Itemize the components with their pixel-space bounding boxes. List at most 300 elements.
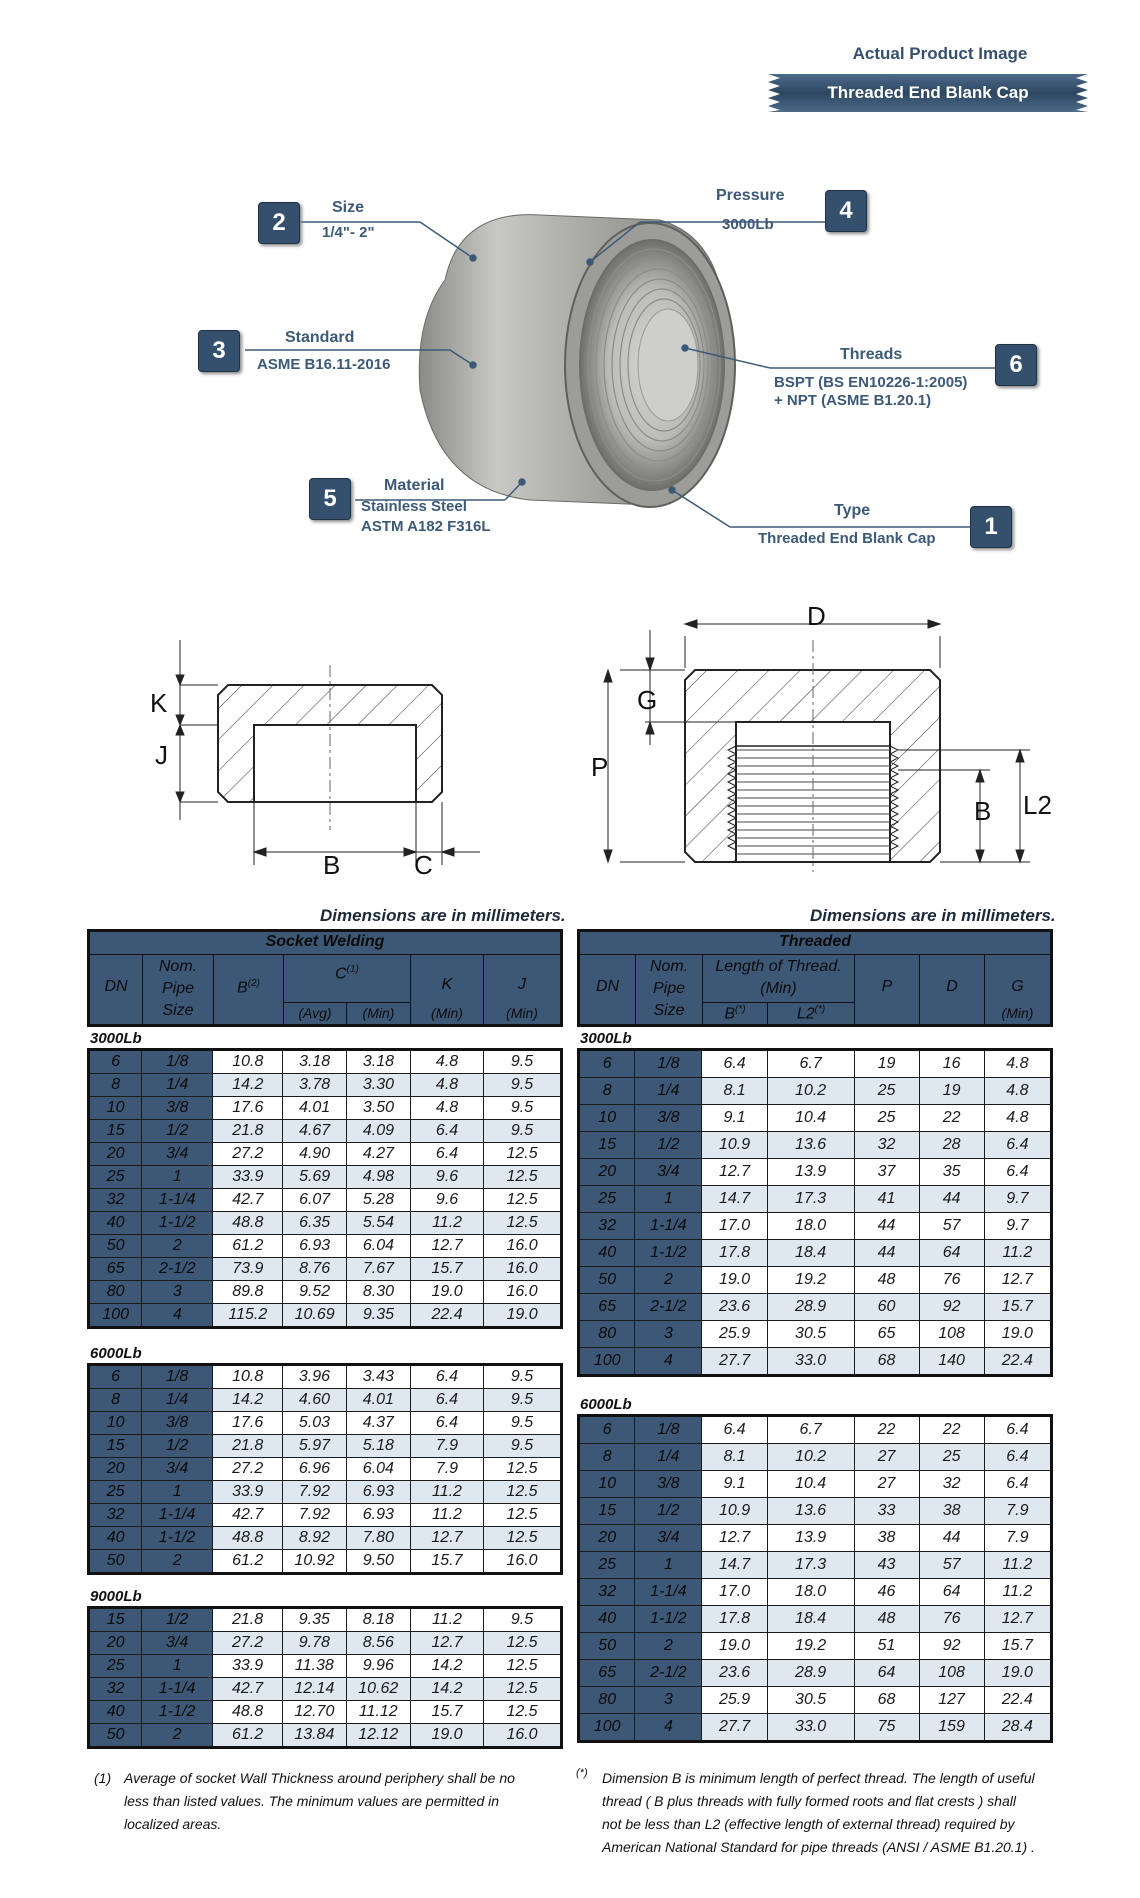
table-cell: 5.69 xyxy=(283,1166,346,1189)
table-row xyxy=(89,1281,562,1304)
table-cell: 22.4 xyxy=(984,1687,1051,1714)
table-cell: 1-1/2 xyxy=(635,1606,702,1633)
table-cell: 64 xyxy=(854,1660,919,1687)
table-cell: 37 xyxy=(854,1159,919,1186)
callout-label-threads: Threads xyxy=(840,346,903,363)
table-cell: 10.2 xyxy=(767,1078,854,1105)
table-cell: 6.04 xyxy=(346,1458,410,1481)
table-cell: 1-1/2 xyxy=(142,1527,213,1550)
socket-table-9000 xyxy=(87,1606,563,1749)
table-cell: 7.92 xyxy=(283,1481,346,1504)
table-cell: 4.09 xyxy=(346,1120,410,1143)
table-cell: 19.0 xyxy=(411,1281,484,1304)
drawing-label-b2: B xyxy=(974,796,992,826)
socket-col-b-label: B xyxy=(237,979,248,997)
table-cell: 20 xyxy=(89,1143,142,1166)
table-cell: 1-1/4 xyxy=(142,1678,213,1701)
table-cell: 32 xyxy=(919,1471,984,1498)
table-cell: 19.2 xyxy=(767,1267,854,1294)
table-cell: 1/8 xyxy=(142,1365,213,1389)
threaded-col-length: Length of Thread. xyxy=(715,958,842,975)
table-cell: 4.60 xyxy=(283,1389,346,1412)
callout-label-type: Type xyxy=(834,502,871,519)
socket-col-b xyxy=(214,978,283,997)
table-cell: 21.8 xyxy=(213,1435,283,1458)
table-cell: 9.6 xyxy=(411,1189,484,1212)
table-cell: 9.5 xyxy=(484,1608,562,1632)
table-cell: 12.5 xyxy=(484,1655,562,1678)
table-cell: 44 xyxy=(854,1240,919,1267)
table-cell: 11.2 xyxy=(411,1608,484,1632)
table-cell: 19 xyxy=(919,1078,984,1105)
table-cell: 15 xyxy=(579,1498,635,1525)
table-cell: 6.4 xyxy=(984,1416,1051,1444)
socket-col-nps-3: Size xyxy=(162,1002,194,1019)
table-cell: 35 xyxy=(919,1159,984,1186)
table-cell: 20 xyxy=(579,1525,635,1552)
table-cell: 13.9 xyxy=(767,1159,854,1186)
threaded-table-3000 xyxy=(577,1048,1053,1377)
table-cell: 115.2 xyxy=(213,1304,283,1328)
table-cell: 9.5 xyxy=(483,1389,561,1412)
table-row xyxy=(89,1412,562,1435)
table-cell: 4.8 xyxy=(411,1097,484,1120)
threaded-col-length-min: (Min) xyxy=(760,980,797,997)
table-row xyxy=(579,1105,1052,1132)
threaded-col-nps-3: Size xyxy=(653,1002,685,1019)
socket-col-c xyxy=(284,964,410,983)
drawing-label-c: C xyxy=(414,850,433,880)
table-cell: 57 xyxy=(919,1552,984,1579)
table-cell: 108 xyxy=(919,1660,984,1687)
threaded-col-nps-1: Nom. xyxy=(649,958,689,975)
table-cell: 11.2 xyxy=(984,1552,1051,1579)
table-cell: 8 xyxy=(89,1389,142,1412)
table-cell: 16.0 xyxy=(484,1258,562,1281)
table-cell: 89.8 xyxy=(213,1281,283,1304)
table-cell: 40 xyxy=(579,1240,635,1267)
table-cell: 7.9 xyxy=(984,1525,1051,1552)
threaded-col-b-sup: (*) xyxy=(735,1004,746,1015)
table-row xyxy=(579,1159,1052,1186)
table-cell: 22.4 xyxy=(411,1304,484,1328)
table-row xyxy=(579,1660,1052,1687)
table-cell: 15 xyxy=(89,1435,142,1458)
table-cell: 6.7 xyxy=(767,1050,854,1078)
table-cell: 9.7 xyxy=(984,1186,1051,1213)
table-row xyxy=(89,1458,562,1481)
table-cell: 12.5 xyxy=(484,1678,562,1701)
table-cell: 1-1/4 xyxy=(142,1189,213,1212)
table-cell: 65 xyxy=(579,1660,635,1687)
table-cell: 1 xyxy=(142,1166,213,1189)
table-cell: 33.9 xyxy=(213,1166,283,1189)
threaded-table-header xyxy=(577,929,1053,1027)
table-row xyxy=(579,1416,1052,1444)
table-cell: 44 xyxy=(919,1186,984,1213)
table-cell: 23.6 xyxy=(702,1294,767,1321)
socket-col-b-sup: (2) xyxy=(247,978,260,989)
table-cell: 1-1/4 xyxy=(142,1504,213,1527)
table-cell: 3.78 xyxy=(283,1074,346,1097)
table-cell: 1/2 xyxy=(635,1132,702,1159)
table-cell: 42.7 xyxy=(213,1189,283,1212)
socket-col-j: J xyxy=(518,976,526,993)
table-cell: 40 xyxy=(89,1527,142,1550)
drawing-label-j: J xyxy=(155,740,168,770)
table-cell: 27.7 xyxy=(702,1348,767,1376)
table-cell: 14.2 xyxy=(411,1678,484,1701)
table-cell: 25 xyxy=(89,1655,142,1678)
table-cell: 27.2 xyxy=(213,1458,283,1481)
table-cell: 18.4 xyxy=(767,1606,854,1633)
threaded-table-6000 xyxy=(577,1414,1053,1743)
table-cell: 12.5 xyxy=(484,1212,562,1235)
table-cell: 9.5 xyxy=(484,1120,562,1143)
table-cell: 10.9 xyxy=(702,1498,767,1525)
table-row xyxy=(579,1321,1052,1348)
table-cell: 43 xyxy=(854,1552,919,1579)
table-cell: 28.4 xyxy=(984,1714,1051,1742)
threaded-col-p: P xyxy=(881,978,893,995)
table-cell: 12.12 xyxy=(346,1724,410,1748)
table-cell: 12.5 xyxy=(484,1166,562,1189)
table-cell: 61.2 xyxy=(213,1235,283,1258)
table-cell: 3 xyxy=(142,1281,213,1304)
table-cell: 15.7 xyxy=(410,1550,483,1574)
table-row xyxy=(89,1701,562,1724)
drawing-label-l2: L2 xyxy=(1023,790,1052,820)
table-cell: 25 xyxy=(579,1186,635,1213)
table-cell: 5.18 xyxy=(346,1435,410,1458)
table-cell: 25.9 xyxy=(702,1321,767,1348)
table-cell: 100 xyxy=(89,1304,142,1328)
table-cell: 16.0 xyxy=(484,1281,562,1304)
table-row xyxy=(89,1120,562,1143)
table-cell: 15 xyxy=(89,1608,142,1632)
table-cell: 18.4 xyxy=(767,1240,854,1267)
socket-table-6000 xyxy=(87,1363,563,1575)
table-cell: 25 xyxy=(579,1552,635,1579)
socket-col-c-sup: (1) xyxy=(346,964,359,975)
table-cell: 8.92 xyxy=(283,1527,346,1550)
table-cell: 50 xyxy=(579,1633,635,1660)
table-cell: 17.8 xyxy=(702,1240,767,1267)
table-cell: 6 xyxy=(579,1050,635,1078)
table-cell: 6.4 xyxy=(410,1389,483,1412)
table-cell: 50 xyxy=(89,1550,142,1574)
table-cell: 4.98 xyxy=(346,1166,410,1189)
table-cell: 32 xyxy=(579,1579,635,1606)
callout-label-size: Size xyxy=(332,199,365,216)
table-cell: 12.7 xyxy=(702,1159,767,1186)
table-cell: 25 xyxy=(854,1078,919,1105)
table-cell: 12.5 xyxy=(484,1189,562,1212)
callout-value-threads-2: + NPT (ASME B1.20.1) xyxy=(774,392,932,409)
table-cell: 13.9 xyxy=(767,1525,854,1552)
table-cell: 7.80 xyxy=(346,1527,410,1550)
table-cell: 64 xyxy=(919,1240,984,1267)
table-cell: 80 xyxy=(579,1321,635,1348)
table-cell: 2 xyxy=(142,1235,213,1258)
table-cell: 3/4 xyxy=(142,1458,213,1481)
table-cell: 12.7 xyxy=(984,1606,1051,1633)
table-cell: 6.93 xyxy=(283,1235,346,1258)
table-cell: 9.5 xyxy=(484,1074,562,1097)
table-cell: 6.4 xyxy=(410,1412,483,1435)
table-cell: 13.6 xyxy=(767,1498,854,1525)
table-cell: 9.5 xyxy=(483,1412,561,1435)
header-ribbon-text: Threaded End Blank Cap xyxy=(827,83,1029,102)
table-cell: 65 xyxy=(579,1294,635,1321)
threaded-footnote-line-3: not be less than L2 (effective length of external thread) required by xyxy=(602,1816,1015,1832)
table-cell: 73.9 xyxy=(213,1258,283,1281)
table-cell: 33.9 xyxy=(213,1655,283,1678)
table-cell: 2-1/2 xyxy=(142,1258,213,1281)
table-cell: 6 xyxy=(579,1416,635,1444)
table-cell: 17.3 xyxy=(767,1186,854,1213)
table-cell: 27 xyxy=(854,1471,919,1498)
table-cell: 4.8 xyxy=(984,1078,1051,1105)
table-cell: 65 xyxy=(854,1321,919,1348)
socket-footnote-line-2: less than listed values. The minimum values are permitted in xyxy=(124,1793,500,1809)
table-cell: 32 xyxy=(854,1132,919,1159)
table-cell: 32 xyxy=(89,1504,142,1527)
table-cell: 10 xyxy=(89,1412,142,1435)
socket-col-c-min: (Min) xyxy=(362,1005,395,1021)
table-cell: 30.5 xyxy=(767,1687,854,1714)
table-cell: 10.69 xyxy=(283,1304,346,1328)
table-cell: 6 xyxy=(89,1365,142,1389)
table-cell: 1/2 xyxy=(142,1120,213,1143)
table-cell: 4.01 xyxy=(283,1097,346,1120)
callout-badge-1: 1 xyxy=(970,506,1012,548)
table-cell: 10 xyxy=(579,1105,635,1132)
table-cell: 4.37 xyxy=(346,1412,410,1435)
table-cell: 4.8 xyxy=(984,1050,1051,1078)
table-cell: 5.97 xyxy=(283,1435,346,1458)
table-row xyxy=(89,1304,562,1328)
table-cell: 1 xyxy=(635,1552,702,1579)
table-cell: 61.2 xyxy=(213,1724,283,1748)
table-cell: 48.8 xyxy=(213,1527,283,1550)
table-row xyxy=(89,1189,562,1212)
table-cell: 3.50 xyxy=(346,1097,410,1120)
table-cell: 6.4 xyxy=(984,1471,1051,1498)
table-cell: 1 xyxy=(635,1186,702,1213)
table-cell: 20 xyxy=(579,1159,635,1186)
socket-col-c-avg: (Avg) xyxy=(298,1005,332,1021)
table-row xyxy=(579,1050,1052,1078)
table-cell: 33 xyxy=(854,1498,919,1525)
table-cell: 44 xyxy=(919,1525,984,1552)
table-cell: 25 xyxy=(854,1105,919,1132)
table-cell: 14.2 xyxy=(213,1389,283,1412)
table-cell: 20 xyxy=(89,1632,142,1655)
table-cell: 9.78 xyxy=(283,1632,346,1655)
table-cell: 19.2 xyxy=(767,1633,854,1660)
table-cell: 1-1/4 xyxy=(635,1579,702,1606)
table-cell: 8.18 xyxy=(346,1608,410,1632)
table-cell: 9.7 xyxy=(984,1213,1051,1240)
table-cell: 12.7 xyxy=(411,1632,484,1655)
table-row xyxy=(89,1365,562,1389)
table-cell: 27.7 xyxy=(702,1714,767,1742)
table-cell: 140 xyxy=(919,1348,984,1376)
table-row xyxy=(579,1294,1052,1321)
table-cell: 2 xyxy=(635,1267,702,1294)
table-cell: 21.8 xyxy=(213,1120,283,1143)
table-cell: 12.7 xyxy=(410,1527,483,1550)
socket-col-k-sub: (Min) xyxy=(431,1005,463,1021)
table-cell: 10.62 xyxy=(346,1678,410,1701)
table-cell: 7.9 xyxy=(410,1458,483,1481)
table-cell: 15.7 xyxy=(411,1258,484,1281)
table-cell: 12.70 xyxy=(283,1701,346,1724)
units-note-left: Dimensions are in millimeters. xyxy=(320,906,566,925)
table-cell: 1/2 xyxy=(142,1435,213,1458)
table-cell: 12.5 xyxy=(484,1632,562,1655)
table-row xyxy=(579,1186,1052,1213)
table-cell: 1-1/4 xyxy=(635,1213,702,1240)
table-row xyxy=(89,1550,562,1574)
table-cell: 9.1 xyxy=(702,1105,767,1132)
table-cell: 80 xyxy=(89,1281,142,1304)
table-cell: 1/8 xyxy=(635,1416,702,1444)
table-cell: 15.7 xyxy=(984,1294,1051,1321)
table-row xyxy=(89,1655,562,1678)
table-cell: 11.38 xyxy=(283,1655,346,1678)
table-row xyxy=(579,1348,1052,1376)
table-cell: 44 xyxy=(854,1213,919,1240)
table-cell: 6.04 xyxy=(346,1235,410,1258)
table-row xyxy=(579,1552,1052,1579)
table-cell: 6.4 xyxy=(411,1120,484,1143)
callout-value-type: Threaded End Blank Cap xyxy=(758,530,936,547)
drawing-label-d: D xyxy=(807,601,826,631)
table-cell: 10.8 xyxy=(213,1050,283,1074)
table-cell: 28 xyxy=(919,1132,984,1159)
table-cell: 57 xyxy=(919,1213,984,1240)
threaded-footnote-mark: (*) xyxy=(576,1767,588,1779)
table-cell: 16.0 xyxy=(484,1724,562,1748)
callout-value-material-1: Stainless Steel xyxy=(361,498,467,515)
table-row xyxy=(89,1389,562,1412)
table-cell: 19.0 xyxy=(984,1660,1051,1687)
table-cell: 1/2 xyxy=(635,1498,702,1525)
table-cell: 60 xyxy=(854,1294,919,1321)
threaded-drawing xyxy=(590,600,1050,880)
socket-weld-drawing xyxy=(140,600,500,890)
table-cell: 10.2 xyxy=(767,1444,854,1471)
table-cell: 11.2 xyxy=(984,1579,1051,1606)
table-cell: 6.4 xyxy=(411,1143,484,1166)
table-cell: 33.0 xyxy=(767,1714,854,1742)
table-cell: 75 xyxy=(854,1714,919,1742)
table-cell: 32 xyxy=(579,1213,635,1240)
table-row xyxy=(89,1678,562,1701)
table-cell: 14.2 xyxy=(411,1655,484,1678)
socket-col-j-sub: (Min) xyxy=(506,1005,538,1021)
table-cell: 9.96 xyxy=(346,1655,410,1678)
table-cell: 27.2 xyxy=(213,1632,283,1655)
table-cell: 17.0 xyxy=(702,1579,767,1606)
table-cell: 12.5 xyxy=(483,1504,561,1527)
table-cell: 64 xyxy=(919,1579,984,1606)
callout-badge-3: 3 xyxy=(198,330,240,372)
drawing-label-k: K xyxy=(150,688,168,718)
table-cell: 3/8 xyxy=(635,1471,702,1498)
table-cell: 108 xyxy=(919,1321,984,1348)
table-cell: 4.90 xyxy=(283,1143,346,1166)
table-cell: 10 xyxy=(89,1097,142,1120)
table-cell: 9.52 xyxy=(283,1281,346,1304)
threaded-section-3000: 3000Lb xyxy=(580,1030,632,1047)
socket-col-c-label: C xyxy=(335,965,347,983)
table-cell: 10.4 xyxy=(767,1471,854,1498)
table-cell: 6.35 xyxy=(283,1212,346,1235)
table-cell: 1 xyxy=(142,1481,213,1504)
callout-value-pressure: 3000Lb xyxy=(722,216,774,233)
table-cell: 4 xyxy=(635,1714,702,1742)
table-row xyxy=(579,1714,1052,1742)
table-cell: 3/8 xyxy=(142,1097,213,1120)
table-cell: 2-1/2 xyxy=(635,1294,702,1321)
table-cell: 42.7 xyxy=(213,1504,283,1527)
table-cell: 5.28 xyxy=(346,1189,410,1212)
table-cell: 1/8 xyxy=(635,1050,702,1078)
table-cell: 1-1/2 xyxy=(142,1701,213,1724)
table-cell: 33.0 xyxy=(767,1348,854,1376)
table-cell: 19.0 xyxy=(702,1633,767,1660)
drawing-label-g: G xyxy=(637,685,658,715)
table-cell: 50 xyxy=(89,1724,142,1748)
table-row xyxy=(579,1132,1052,1159)
table-cell: 4.27 xyxy=(346,1143,410,1166)
table-cell: 12.5 xyxy=(483,1481,561,1504)
table-cell: 3/4 xyxy=(635,1525,702,1552)
table-cell: 14.2 xyxy=(213,1074,283,1097)
table-cell: 16.0 xyxy=(483,1550,561,1574)
table-cell: 1-1/2 xyxy=(635,1240,702,1267)
table-row xyxy=(89,1212,562,1235)
table-cell: 16 xyxy=(919,1050,984,1078)
table-cell: 48.8 xyxy=(213,1212,283,1235)
table-cell: 3/4 xyxy=(142,1632,213,1655)
table-row xyxy=(579,1471,1052,1498)
table-cell: 10 xyxy=(579,1471,635,1498)
table-cell: 11.12 xyxy=(346,1701,410,1724)
table-cell: 25 xyxy=(919,1444,984,1471)
table-row xyxy=(579,1579,1052,1606)
table-cell: 18.0 xyxy=(767,1213,854,1240)
table-row xyxy=(89,1097,562,1120)
callout-label-standard: Standard xyxy=(285,329,355,346)
socket-table-header xyxy=(87,929,563,1027)
table-cell: 3.43 xyxy=(346,1365,410,1389)
threaded-footnote-line-4: American National Standard for pipe threads (ANSI / ASME B1.20.1) . xyxy=(602,1839,1035,1855)
table-cell: 3/4 xyxy=(142,1143,213,1166)
socket-col-dn: DN xyxy=(104,978,128,995)
table-cell: 6.4 xyxy=(410,1365,483,1389)
callout-badge-6: 6 xyxy=(995,344,1037,386)
table-cell: 6.4 xyxy=(702,1050,767,1078)
table-cell: 41 xyxy=(854,1186,919,1213)
table-cell: 27.2 xyxy=(213,1143,283,1166)
table-cell: 1/4 xyxy=(142,1074,213,1097)
table-cell: 3/4 xyxy=(635,1159,702,1186)
table-cell: 48.8 xyxy=(213,1701,283,1724)
